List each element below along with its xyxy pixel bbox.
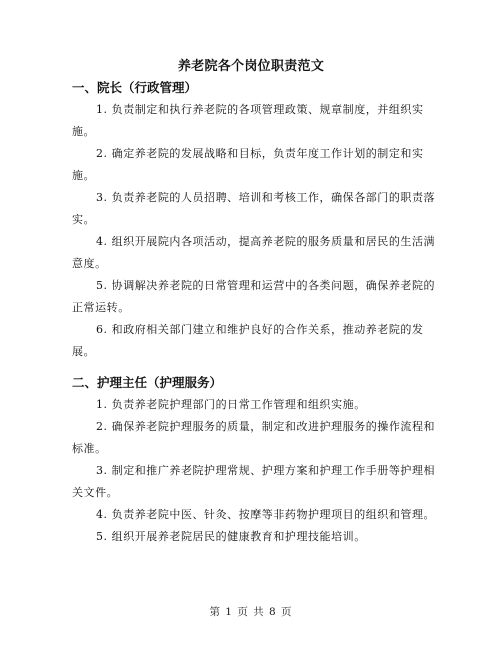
duty-item: 3. 制定和推广养老院护理常规、护理方案和护理工作手册等护理相关文件。 <box>72 464 436 499</box>
duty-item: 1. 负责养老院护理部门的日常工作管理和组织实施。 <box>96 398 366 411</box>
duty-item: 1. 负责制定和执行养老院的各项管理政策、规章制度，并组织实施。 <box>72 103 424 138</box>
document-title: 养老院各个岗位职责范文 <box>177 59 325 74</box>
duty-item: 4. 组织开展院内各项活动，提高养老院的服务质量和居民的生活满意度。 <box>72 235 436 270</box>
duty-item: 5. 组织开展养老院居民的健康教育和护理技能培训。 <box>96 530 366 543</box>
duty-item: 2. 确定养老院的发展战略和目标，负责年度工作计划的制定和实施。 <box>72 147 424 182</box>
section-director <box>72 77 442 363</box>
duty-item: 4. 负责养老院中医、针灸、按摩等非药物护理项目的组织和管理。 <box>96 508 436 521</box>
duty-item: 3. 负责养老院的人员招聘、培训和考核工作，确保各部门的职责落实。 <box>72 191 436 226</box>
duty-item: 6. 和政府相关部门建立和维护良好的合作关系，推动养老院的发展。 <box>72 323 424 358</box>
section-heading: 一、院长（行政管理） <box>72 80 198 95</box>
page-number-footer: 第 1 页 共 8 页 <box>209 606 293 618</box>
section-nursing-director <box>72 372 442 548</box>
section-heading: 二、护理主任（护理服务） <box>72 375 223 390</box>
duty-item: 5. 协调解决养老院的日常管理和运营中的各类问题，确保养老院的正常运转。 <box>72 279 436 314</box>
duty-item: 2. 确保养老院护理服务的质量，制定和改进护理服务的操作流程和标准。 <box>72 420 436 455</box>
